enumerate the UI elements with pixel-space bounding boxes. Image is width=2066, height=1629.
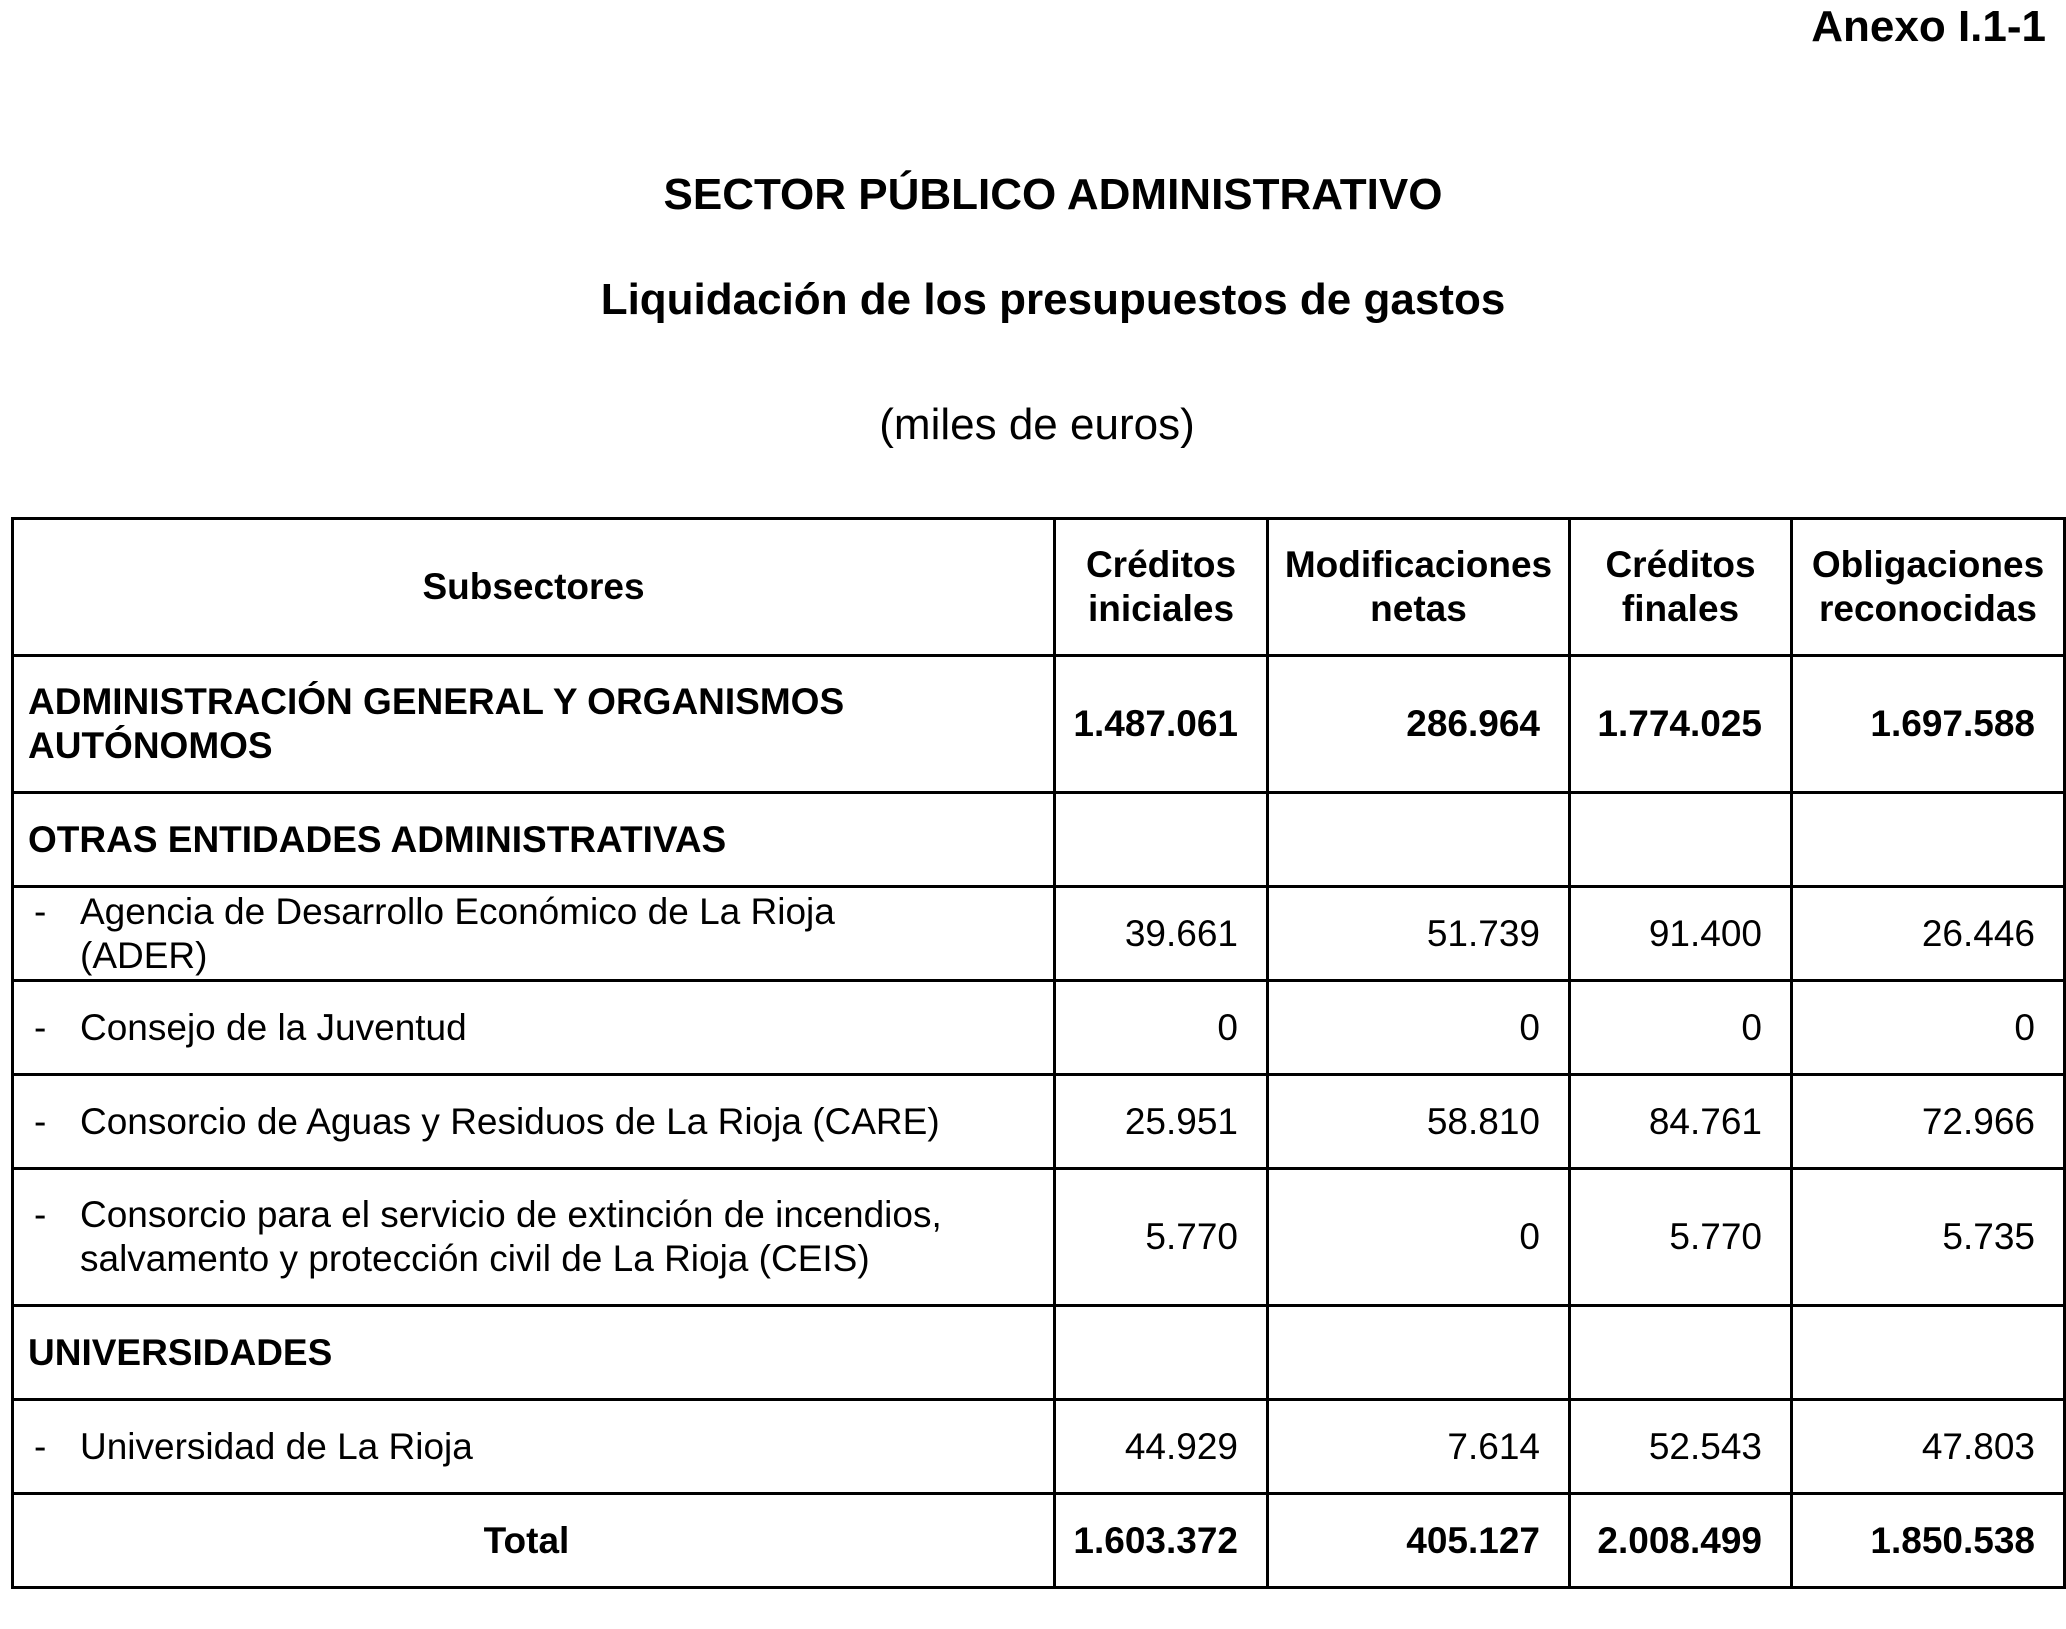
cell-creditos-finales: 5.770 <box>1570 1169 1792 1306</box>
item-marker: - <box>34 1425 47 1467</box>
table-header-row <box>13 519 2065 656</box>
cell-creditos-iniciales <box>1055 793 1268 887</box>
cell-creditos-finales: 1.774.025 <box>1570 656 1792 793</box>
cell-obligaciones-reconocidas: 47.803 <box>1792 1400 2065 1494</box>
page-subtitle: Liquidación de los presupuestos de gastos <box>600 275 1506 324</box>
row-label <box>13 1400 1055 1494</box>
item-marker: - <box>34 1194 47 1235</box>
column-header-creditos-finales: Créditos finales <box>1570 519 1792 656</box>
cell-modificaciones-netas: 58.810 <box>1268 1075 1570 1169</box>
cell-modificaciones-netas <box>1268 793 1570 887</box>
row-label-text: Consejo de la Juventud <box>80 1006 467 1048</box>
column-header-obligaciones-reconocidas: Obligaciones reconocidas <box>1792 519 2065 656</box>
cell-creditos-finales: 0 <box>1570 981 1792 1075</box>
units-note: (miles de euros) <box>879 400 1195 449</box>
cell-creditos-iniciales: 1.487.061 <box>1055 656 1268 793</box>
row-label: OTRAS ENTIDADES ADMINISTRATIVAS <box>13 793 1055 887</box>
row-label-text: Agencia de Desarrollo Económico de La Rioja (ADER) <box>80 890 835 976</box>
budget-table <box>11 517 2066 1589</box>
cell-creditos-iniciales: 39.661 <box>1055 887 1268 981</box>
cell-obligaciones-reconocidas <box>1792 1306 2065 1400</box>
cell-modificaciones-netas <box>1268 1306 1570 1400</box>
table-row <box>13 887 2065 981</box>
cell-obligaciones-reconocidas: 72.966 <box>1792 1075 2065 1169</box>
row-label-text: Consorcio de Aguas y Residuos de La Rioja (CARE) <box>80 1100 940 1142</box>
cell-modificaciones-netas: 7.614 <box>1268 1400 1570 1494</box>
table-row <box>13 1306 2065 1400</box>
item-marker: - <box>34 890 47 932</box>
column-header-subsectores: Subsectores <box>13 519 1055 656</box>
item-marker: - <box>34 1100 47 1142</box>
cell-creditos-finales: 91.400 <box>1570 887 1792 981</box>
cell-creditos-iniciales: 0 <box>1055 981 1268 1075</box>
cell-modificaciones-netas: 51.739 <box>1268 887 1570 981</box>
row-label: ADMINISTRACIÓN GENERAL Y ORGANISMOS AUTÓNOMOS <box>13 656 1055 793</box>
total-obligaciones-reconocidas: 1.850.538 <box>1792 1494 2065 1588</box>
total-creditos-finales: 2.008.499 <box>1570 1494 1792 1588</box>
total-label: Total <box>13 1494 1055 1588</box>
table-row <box>13 981 2065 1075</box>
cell-creditos-iniciales: 44.929 <box>1055 1400 1268 1494</box>
table-row <box>13 1169 2065 1306</box>
cell-creditos-finales: 84.761 <box>1570 1075 1792 1169</box>
table-row <box>13 793 2065 887</box>
item-marker: - <box>34 1006 47 1048</box>
cell-obligaciones-reconocidas <box>1792 793 2065 887</box>
column-header-creditos-iniciales: Créditos iniciales <box>1055 519 1268 656</box>
cell-creditos-finales <box>1570 1306 1792 1400</box>
cell-modificaciones-netas: 0 <box>1268 981 1570 1075</box>
cell-creditos-finales <box>1570 793 1792 887</box>
column-header-modificaciones-netas: Modificaciones netas <box>1268 519 1570 656</box>
total-row <box>13 1494 2065 1588</box>
row-label-text: Consorcio para el servicio de extinción de incendios, salvamento y protección civil de La Rioja (CEIS) <box>80 1194 942 1279</box>
total-creditos-iniciales: 1.603.372 <box>1055 1494 1268 1588</box>
row-label <box>13 887 1055 981</box>
cell-modificaciones-netas: 286.964 <box>1268 656 1570 793</box>
cell-creditos-iniciales: 5.770 <box>1055 1169 1268 1306</box>
cell-obligaciones-reconocidas: 26.446 <box>1792 887 2065 981</box>
cell-creditos-iniciales: 25.951 <box>1055 1075 1268 1169</box>
cell-modificaciones-netas: 0 <box>1268 1169 1570 1306</box>
cell-creditos-finales: 52.543 <box>1570 1400 1792 1494</box>
cell-creditos-iniciales <box>1055 1306 1268 1400</box>
cell-obligaciones-reconocidas: 0 <box>1792 981 2065 1075</box>
annex-label: Anexo I.1-1 <box>1811 2 2046 51</box>
cell-obligaciones-reconocidas: 1.697.588 <box>1792 656 2065 793</box>
cell-obligaciones-reconocidas: 5.735 <box>1792 1169 2065 1306</box>
row-label-text: Universidad de La Rioja <box>80 1425 473 1467</box>
row-label: UNIVERSIDADES <box>13 1306 1055 1400</box>
table-row <box>13 1400 2065 1494</box>
total-modificaciones-netas: 405.127 <box>1268 1494 1570 1588</box>
row-label <box>13 1075 1055 1169</box>
table-row <box>13 1075 2065 1169</box>
row-label <box>13 981 1055 1075</box>
row-label <box>13 1169 1055 1306</box>
page-title: SECTOR PÚBLICO ADMINISTRATIVO <box>663 170 1443 219</box>
table-row <box>13 656 2065 793</box>
